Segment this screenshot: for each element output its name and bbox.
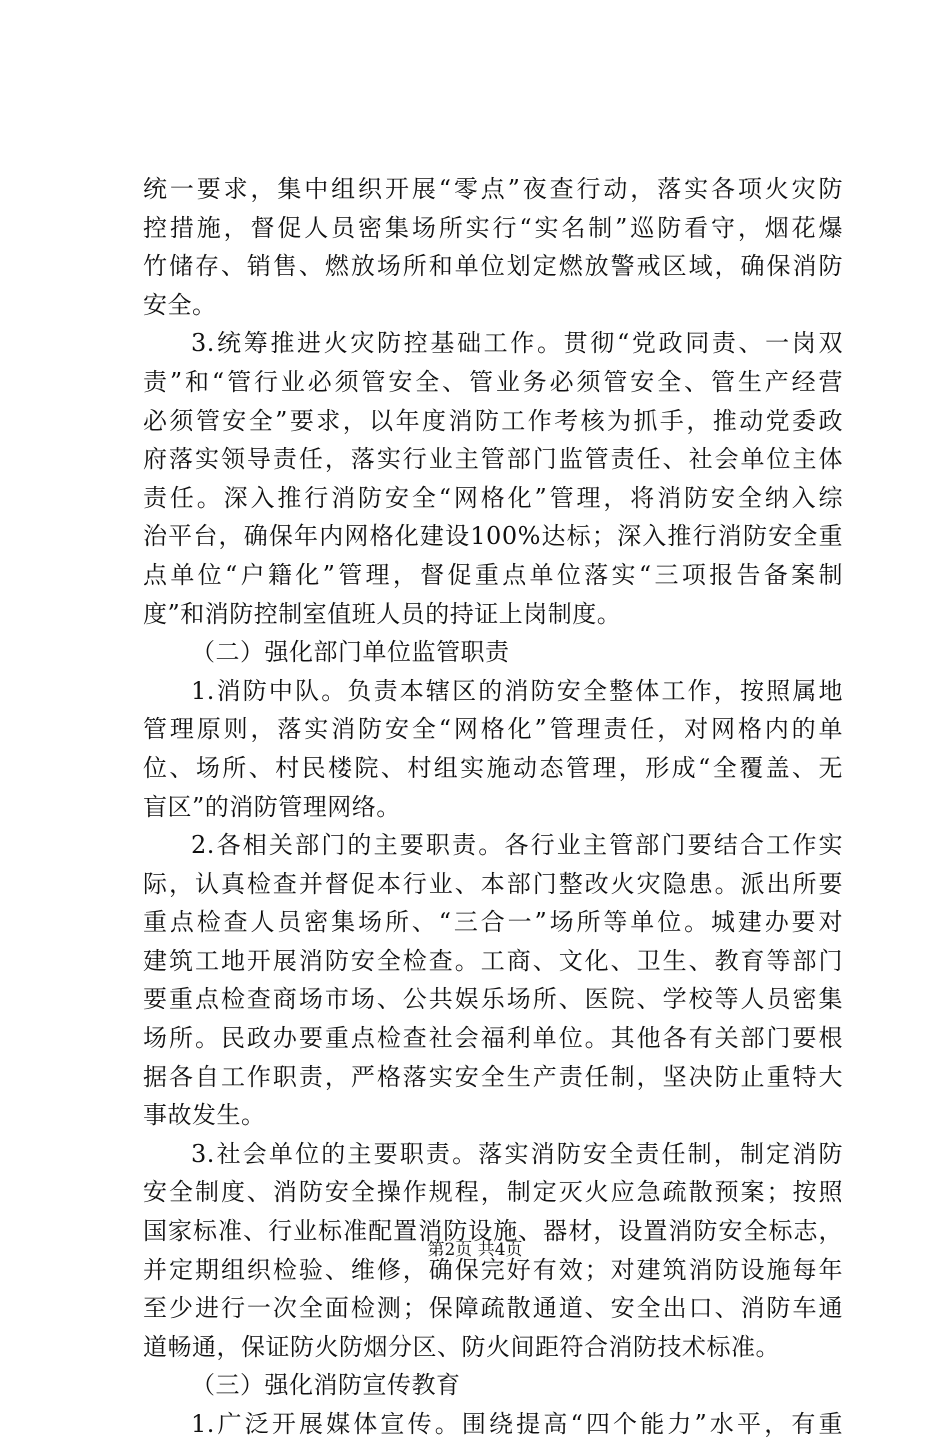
- text-line: 责”和“管行业必须管安全、管业务必须管安全、管生产经营: [143, 367, 843, 396]
- text-line: 管理原则，落实消防安全“网格化”管理责任，对网格内的单: [143, 715, 843, 744]
- text-line: 位、场所、村民楼院、村组实施动态管理，形成“全覆盖、无: [143, 753, 843, 782]
- text-line: 2.各相关部门的主要职责。各行业主管部门要结合工作实: [191, 831, 843, 860]
- text-line: 据各自工作职责，严格落实安全生产责任制，坚决防止重特大: [143, 1062, 843, 1091]
- text-line: 1.消防中队。负责本辖区的消防安全整体工作，按照属地: [191, 676, 843, 705]
- text-line: 场所。民政办要重点检查社会福利单位。其他各有关部门要根: [143, 1024, 843, 1053]
- text-line: 至少进行一次全面检测；保障疏散通道、安全出口、消防车通: [143, 1294, 843, 1323]
- text-line: 事故发生。: [143, 1101, 266, 1130]
- text-line: 1.广泛开展媒体宣传。围绕提高“四个能力”水平，有重: [191, 1410, 843, 1438]
- text-line: 控措施，督促人员密集场所实行“实名制”巡防看守，烟花爆: [143, 213, 843, 242]
- text-line: 道畅通，保证防火防烟分区、防火间距符合消防技术标准。: [143, 1332, 780, 1361]
- page-footer: 第2页 共4页: [427, 1240, 523, 1260]
- text-line: 国家标准、行业标准配置消防设施、器材，设置消防安全标志，: [143, 1217, 843, 1246]
- text-line: 建筑工地开展消防安全检查。工商、文化、卫生、教育等部门: [143, 946, 843, 975]
- text-line: 3.统筹推进火灾防控基础工作。贯彻“党政同责、一岗双: [191, 329, 843, 358]
- text-line: 点单位“户籍化”管理，督促重点单位落实“三项报告备案制: [143, 560, 843, 589]
- text-line: 3.社会单位的主要职责。落实消防安全责任制，制定消防: [191, 1139, 843, 1168]
- text-line: 际，认真检查并督促本行业、本部门整改火灾隐患。派出所要: [143, 869, 843, 898]
- text-line: 要重点检查商场市场、公共娱乐场所、医院、学校等人员密集: [143, 985, 843, 1014]
- text-line: 竹储存、销售、燃放场所和单位划定燃放警戒区域，确保消防: [143, 252, 843, 281]
- text-line: 并定期组织检验、维修，确保完好有效；对建筑消防设施每年: [143, 1255, 843, 1284]
- text-line: 府落实领导责任，落实行业主管部门监管责任、社会单位主体: [143, 445, 843, 474]
- section-heading: （二）强化部门单位监管职责: [191, 638, 510, 667]
- text-line: 盲区”的消防管理网络。: [143, 792, 401, 821]
- text-line: 必须管安全”要求，以年度消防工作考核为抓手，推动党委政: [143, 406, 843, 435]
- text-line: 统一要求，集中组织开展“零点”夜查行动，落实各项火灾防: [143, 175, 843, 203]
- text-line: 安全制度、消防安全操作规程，制定灭火应急疏散预案；按照: [143, 1178, 843, 1207]
- text-line: 责任。深入推行消防安全“网格化”管理，将消防安全纳入综: [143, 483, 843, 512]
- section-heading: （三）强化消防宣传教育: [191, 1371, 461, 1400]
- text-line: 治平台，确保年内网格化建设100%达标；深入推行消防安全重: [143, 522, 843, 551]
- text-line: 重点检查人员密集场所、“三合一”场所等单位。城建办要对: [143, 908, 843, 937]
- text-line: 安全。: [143, 290, 217, 319]
- text-line: 度”和消防控制室值班人员的持证上岗制度。: [143, 599, 622, 628]
